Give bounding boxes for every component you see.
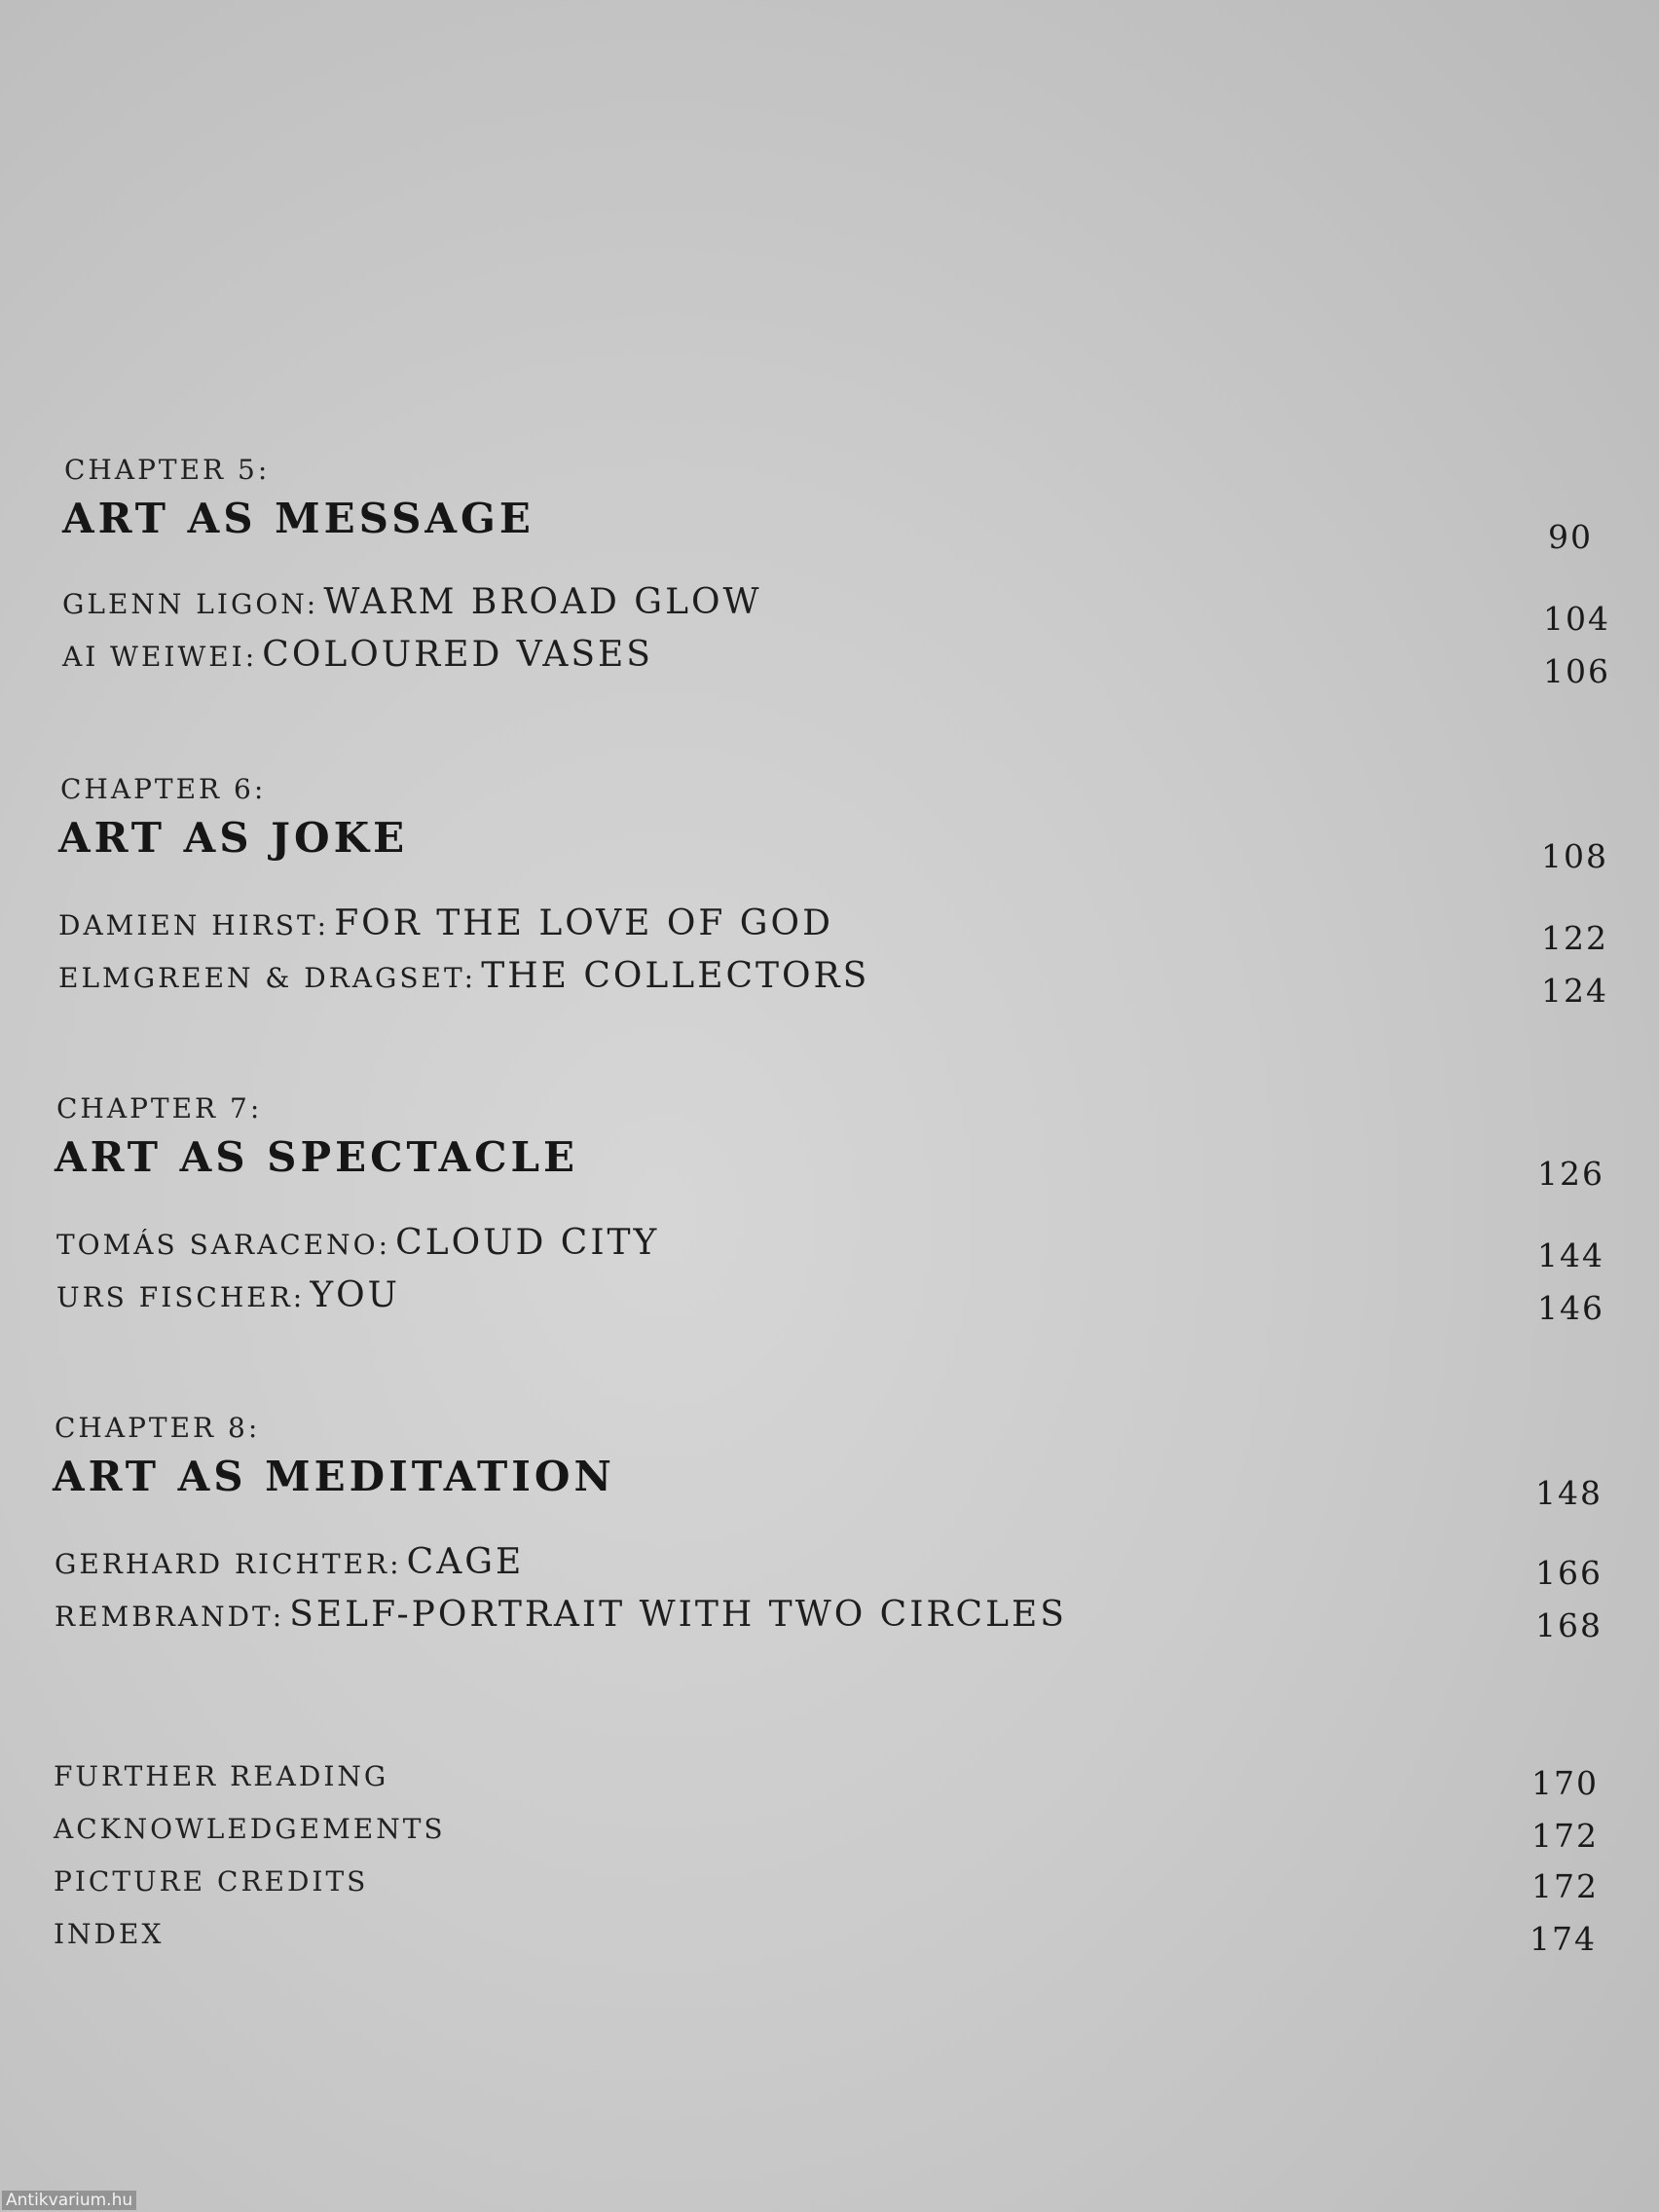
toc-entry-damien-hirst (58, 903, 833, 943)
back-item-acknowledgements: ACKNOWLEDGEMENTS (54, 1813, 446, 1845)
entry-page: 146 (1537, 1289, 1604, 1327)
entry-work: WARM BROAD GLOW (323, 582, 762, 622)
chapter-6-page: 108 (1541, 837, 1608, 875)
entry-page: 144 (1537, 1236, 1604, 1274)
chapter-5-title: ART AS MESSAGE (62, 495, 535, 542)
entry-artist: TOMÁS SARACENO: (56, 1229, 391, 1261)
chapter-8-title: ART AS MEDITATION (53, 1453, 615, 1500)
chapter-8-page: 148 (1535, 1474, 1603, 1512)
entry-work: COLOURED VASES (262, 635, 653, 675)
chapter-5-page: 90 (1548, 518, 1593, 556)
entry-artist: DAMIEN HIRST: (58, 909, 330, 941)
entry-page: 124 (1541, 972, 1608, 1010)
toc-entry-glenn-ligon (62, 582, 762, 622)
entry-work: CLOUD CITY (395, 1223, 660, 1263)
back-item-page: 172 (1531, 1867, 1599, 1905)
toc-entry-elmgreen-dragset (58, 956, 869, 996)
entry-work: SELF-PORTRAIT WITH TWO CIRCLES (289, 1595, 1067, 1635)
back-item-page: 172 (1531, 1817, 1599, 1855)
chapter-7-page: 126 (1537, 1155, 1604, 1193)
watermark: Antikvarium.hu (2, 2191, 136, 2210)
chapter-6-title: ART AS JOKE (58, 814, 409, 862)
toc-entry-gerhard-richter (55, 1542, 524, 1582)
entry-work: FOR THE LOVE OF GOD (334, 903, 833, 943)
toc-entry-rembrandt (55, 1595, 1067, 1635)
entry-artist: GLENN LIGON: (62, 588, 319, 620)
entry-page: 104 (1543, 600, 1610, 638)
back-item-page: 174 (1530, 1920, 1597, 1958)
toc-entry-ai-weiwei (62, 635, 653, 675)
entry-artist: URS FISCHER: (56, 1281, 306, 1313)
entry-artist: GERHARD RICHTER: (55, 1548, 402, 1580)
chapter-6-label: CHAPTER 6: (60, 773, 267, 805)
entry-artist: AI WEIWEI: (62, 641, 258, 673)
entry-work: CAGE (406, 1542, 525, 1582)
back-item-further-reading: FURTHER READING (54, 1760, 389, 1792)
entry-work: THE COLLECTORS (481, 956, 870, 996)
back-item-picture-credits: PICTURE CREDITS (54, 1865, 369, 1898)
entry-work: YOU (310, 1275, 400, 1315)
back-item-page: 170 (1531, 1764, 1599, 1802)
entry-page: 168 (1535, 1606, 1603, 1644)
chapter-5-label: CHAPTER 5: (64, 454, 271, 486)
chapter-7-title: ART AS SPECTACLE (55, 1133, 579, 1181)
chapter-7-label: CHAPTER 7: (56, 1092, 263, 1124)
chapter-8-label: CHAPTER 8: (55, 1412, 261, 1444)
entry-page: 106 (1543, 652, 1610, 690)
toc-entry-urs-fischer (56, 1275, 400, 1315)
entry-artist: ELMGREEN & DRAGSET: (58, 962, 477, 994)
toc-entry-tomas-saraceno (56, 1223, 659, 1263)
entry-page: 122 (1541, 919, 1608, 957)
back-item-index: INDEX (54, 1918, 165, 1950)
entry-page: 166 (1535, 1554, 1603, 1592)
entry-artist: REMBRANDT: (55, 1601, 285, 1633)
